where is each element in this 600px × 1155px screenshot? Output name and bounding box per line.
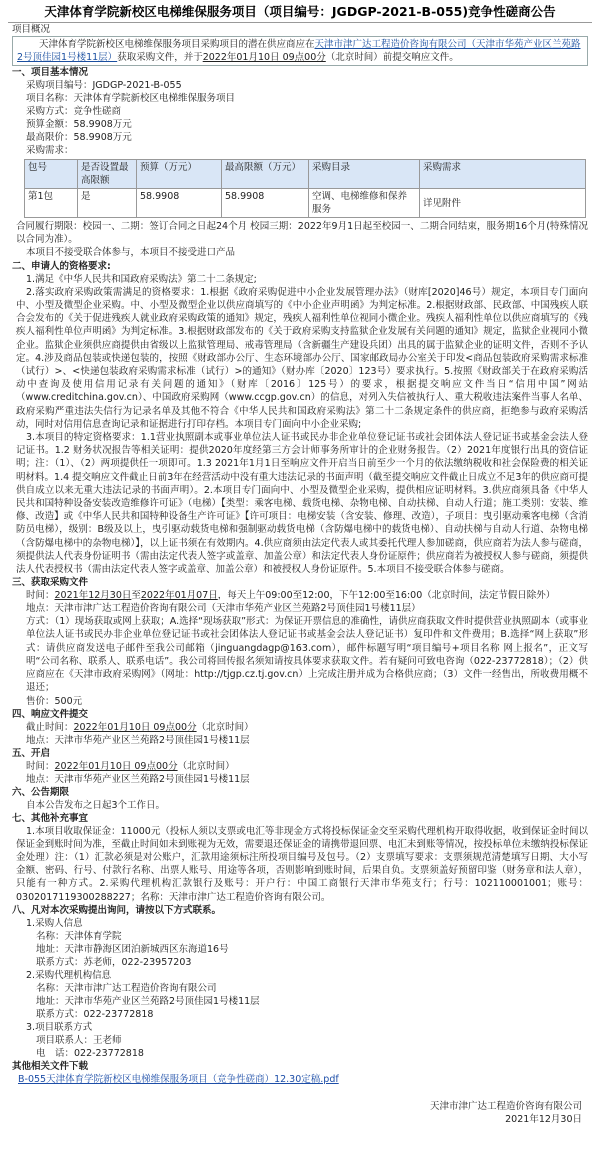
purchaser-heading: 1.采购人信息 xyxy=(26,917,83,929)
section-2-heading: 二、申请人的资格要求: xyxy=(12,260,111,272)
overview-heading: 项目概况 xyxy=(12,24,51,35)
cell-package: 第1包 xyxy=(25,189,78,218)
obtain-place: 地点：天津市津广达工程造价咨询有限公司（天津市华苑产业区兰苑路2号顶佳园1号楼11层） xyxy=(26,603,421,615)
requirements-label: 采购需求： xyxy=(26,145,74,156)
procurement-method: 采购方式：竞争性磋商 xyxy=(26,106,122,117)
agency-heading: 2.采购代理机构信息 xyxy=(26,969,112,981)
footer-org: 天津市津广达工程造价咨询有限公司 xyxy=(429,1100,582,1112)
cell-catalog: 空调、电梯维修和保养服务 xyxy=(309,189,420,218)
contact-phone: 电 话：022-23772818 xyxy=(36,1047,144,1059)
qualification-3: 3.本项目的特定资格要求：1.1营业执照副本或事业单位法人证书或民办非企业单位登记证书或社会团体法人登记证书或基金会法人登记证书。1.2 财务状况报告等相关证明：提供2020年度经第三方会计师事务所审计的企业财务报告。（2）2021年度银行出具的资信证明；注：（1）、（2）两项提供任一项即可。1.3 2021年1月1日至响应文件开启当日前至少一个月的依法缴纳税收和社会保险费的相关证明材料。1.4 提交响应文件截止日前3年在经营活动中没有重大违法记录的书面声明（截至提交响应文件截止日成立不足3年的供应商可提供自成立以来无重大违法记录的书面声明）。2.本项目专门面向中、小型及微型企业采购，提供相应证明材料。3.供应商须具备《中华人民共和国特种设备安装改造维修许可证》（电梯）【类型：乘客电梯、载货电梯、杂物电梯、自动扶梯、自动人行道；施工类别：安装、维修、改造】或《中华人民共和国特种设备生产许可证》【许可项目：电梯安装（含安装、修理、改造），子项目：曳引驱动乘客电梯（含消防员电梯），级别：B级及以上，曳引驱动载货电梯和强制驱动载货电梯（含防爆电梯中的载货电梯）、自动扶梯与自动人行道、杂物电梯（含防爆电梯中的杂物电梯）】，以上证书须在有效期内。4.供应商须由法定代表人或其委托代理人参加磋商，供应商若为法人参与磋商，须提供法人代表身份证明书（需由法定代表人签字或盖章、加盖公章）和法定代表人身份证原件；供应商若为被授权人参与磋商，须提供法人代表授权书（需由法定代表人签字或盖章、加盖公章）和被授权人身份证原件。5.本项目不接受联合体参与磋商。 xyxy=(16,432,588,576)
footer-date: 2021年12月30日 xyxy=(505,1113,582,1125)
package-table xyxy=(24,159,586,218)
qualification-1: 1.满足《中华人民共和国政府采购法》第二十二条规定; xyxy=(26,273,257,285)
purchaser-name: 名称：天津体育学院 xyxy=(36,930,122,942)
section-8-heading: 八、凡对本次采购提出询问，请按以下方式联系。 xyxy=(12,904,222,916)
project-name: 项目名称：天津体育学院新校区电梯维保服务项目 xyxy=(26,93,236,104)
obtain-method: 方式：（1）现场获取或网上获取；A.选择“现场获取”形式：为保证开票信息的准确性，请供应商获取文件时提供营业执照副本（或事业单位法人证书或民办非企业单位登记证书或社会团体法人登记证书或基金会法人登记证书）复印件和文件费用；B.选择“网上获取”形式：请供应商发送电子邮件至我公司邮箱（jinguangdagp@163.com），邮件标题写明“项目编号+项目名称 网上报名”，正文写明“公司名称、联系人、联系电话”。我公司将回传报名须知请按具体要求获取文件。若有疑问可致电咨询（022-23772818）；（2）供应商应在《天津市政府采购网》（网址：http://tjgp.cz.tj.gov.cn）上完成注册并成为合格供应商；（3）文件一经售出，所收费用概不退还； xyxy=(26,616,588,694)
section-5-heading: 五、开启 xyxy=(12,747,51,759)
cell-requirements: 详见附件 xyxy=(420,189,586,218)
cell-limit: 58.9908 xyxy=(222,189,309,218)
max-price: 最高限价：58.9908万元 xyxy=(26,132,132,143)
th-has-limit: 是否设置最高限额 xyxy=(78,160,137,189)
th-requirements: 采购需求 xyxy=(420,160,586,189)
announcement xyxy=(8,0,592,1126)
attachment-link[interactable]: B-055天津体育学院新校区电梯维保服务项目（竞争性磋商）12.30定稿.pdf xyxy=(18,1073,339,1085)
agency-address: 地址：天津市华苑产业区兰苑路2号顶佳园1号楼11层 xyxy=(36,995,260,1007)
cell-budget: 58.9908 xyxy=(137,189,222,218)
qualification-2: 2.落实政府采购政策需满足的资格要求：1.根据《政府采购促进中小企业发展管理办法》（财库[2020]46号）规定，本项目专门面向中、小型及微型企业采购。中、小型及微型企业以供应商填写的《中小企业声明函》为判定标准。2.根据财政部、民政部、中国残疾人联合会发布的《关于促进残疾人就业政府采购政策的通知》规定，残疾人福利性单位视同小微企业。残疾人福利性单位以供应商填写的《残疾人福利性单位声明函》为判定标准。3.根据财政部发布的《关于政府采购支持监狱企业发展有关问题的通知》规定，监狱企业视同小微企业。监狱企业须供应商提供由省级以上监狱管理局、戒毒管理局（含新疆生产建设兵团）出具的属于监狱企业的证明文件，否则不予认定。4.涉及商品包装或快递包装的，按照《财政部办公厅、生态环境部办公厅、国家邮政局办公室关于印发<商品包装政府采购需求标准（试行）>、<快递包装政府采购需求标准（试行）>的通知》（财办库〔2020〕123号）要求执行。5.按照《财政部关于在政府采购活动中查询及使用信用记录有关问题的通知》（财库〔2016〕125号）的要求，根据提交响应文件当日“信用中国”网站（www.creditchina.gov.cn）、中国政府采购网（www.ccgp.gov.cn）的信息，对列入失信被执行人、重大税收违法案件当事人名单、政府采购严重违法失信行为记录名单及其他不符合《中华人民共和国政府采购法》第二十二条规定条件的供应商，拒绝参与政府采购活动，同时对信用信息查询记录和证据进行打印存档。本项目专门面向中小企业采购; xyxy=(16,286,588,430)
section-3-heading: 三、获取采购文件 xyxy=(12,577,89,589)
table-row xyxy=(25,189,586,218)
section-6-heading: 六、公告期限 xyxy=(12,786,70,798)
opening-place: 地点：天津市华苑产业区兰苑路2号顶佳园1号楼11层 xyxy=(26,773,250,785)
purchaser-contact: 联系方式：苏老师，022-23957203 xyxy=(36,956,192,968)
table-header-row xyxy=(25,160,586,189)
attachments-heading: 其他相关文件下载 xyxy=(12,1060,89,1072)
contract-period: 合同履行期限：校园一、二期：签订合同之日起24个月 校园三期：2022年9月1日起至校园一、二期合同结束，服务期16个月(特殊情况以合同为准）。 xyxy=(16,221,588,246)
section-1-heading: 一、项目基本情况 xyxy=(12,67,89,78)
submission-deadline: 截止时间：2022年01月10日 09点00分（北京时间） xyxy=(26,721,254,733)
cell-has-limit: 是 xyxy=(78,189,137,218)
agency-contact: 联系方式：022-23772818 xyxy=(36,1008,154,1020)
page-title: 天津体育学院新校区电梯维保服务项目（项目编号：JGDGP-2021-B-055)竞争性磋商公告 xyxy=(44,4,556,19)
overview-location: 天津市津广达工程造价咨询有限公司（天津市华苑产业区兰苑路2号顶佳园1号楼11层） xyxy=(17,39,581,63)
th-limit: 最高限额（万元） xyxy=(222,160,309,189)
th-catalog: 采购目录 xyxy=(309,160,420,189)
supplementary-info: 1.本项目收取保证金：11000元（投标人须以支票或电汇等非现金方式将投标保证金交至采购代理机构开取得收据，收到保证金时间以保证金到账时间为准，至截止时间如未到账视为无效，需要退还保证金的请携带退回票、电汇未到账等情况，按投标单位未缴纳投标保证金处理）注：（1）汇款必须是对公账户，汇款用途须标注所投项目编号及包号。（2）支票填写要求：支票须规范清楚填写日期、大小写金额、密码、行号、付款行名称、出票人账号、用途等各项，否则影响到账时间，后果自负。支票须盖好预留印鉴（财务章和法人章），只能有一种方式。2.采购代理机构汇款银行及账号：开户行：中国工商银行天津市华苑支行；行号：102110001001；账号：0302017119300288227；名称：天津市津广达工程造价咨询有限公司。 xyxy=(16,825,588,903)
consortium-note: 本项目不接受联合体参与，本项目不接受进口产品 xyxy=(26,247,236,259)
project-code: 采购项目编号：JGDGP-2021-B-055 xyxy=(26,80,182,91)
section-7-heading: 七、其他补充事宜 xyxy=(12,812,89,824)
document-price: 售价：500元 xyxy=(26,695,83,707)
opening-time: 时间：2022年01月10日 09点00分（北京时间） xyxy=(26,760,235,772)
overview-deadline: 2022年01月10日 09点00分 xyxy=(202,52,326,63)
overview-box xyxy=(12,36,588,66)
submission-place: 地点：天津市华苑产业区兰苑路2号顶佳园1号楼11层 xyxy=(26,734,250,746)
th-budget: 预算（万元） xyxy=(137,160,222,189)
contact-person: 项目联系人：王老师 xyxy=(36,1034,122,1046)
contact-heading: 3.项目联系方式 xyxy=(26,1021,93,1033)
th-package: 包号 xyxy=(25,160,78,189)
budget-amount: 预算金额：58.9908万元 xyxy=(26,119,132,130)
section-4-heading: 四、响应文件提交 xyxy=(12,708,89,720)
obtain-time: 时间：2021年12月30日至2022年01月07日，每天上午09:00至12:00，下午12:00至16:00（北京时间，法定节假日除外） xyxy=(26,590,556,602)
notice-period: 自本公告发布之日起3个工作日。 xyxy=(26,799,166,811)
purchaser-address: 地址：天津市静海区团泊新城西区东海道16号 xyxy=(36,943,229,955)
agency-name: 名称：天津市津广达工程造价咨询有限公司 xyxy=(36,982,217,994)
overview-text: 天津体育学院新校区电梯维保服务项目采购项目的潜在供应商应在天津市津广达工程造价咨询有限公司（天津市华苑产业区兰苑路2号顶佳园1号楼11层）获取采购文件，并于2022年01月10日 09点00分（北京时间）前提交响应文件。 xyxy=(17,39,581,63)
